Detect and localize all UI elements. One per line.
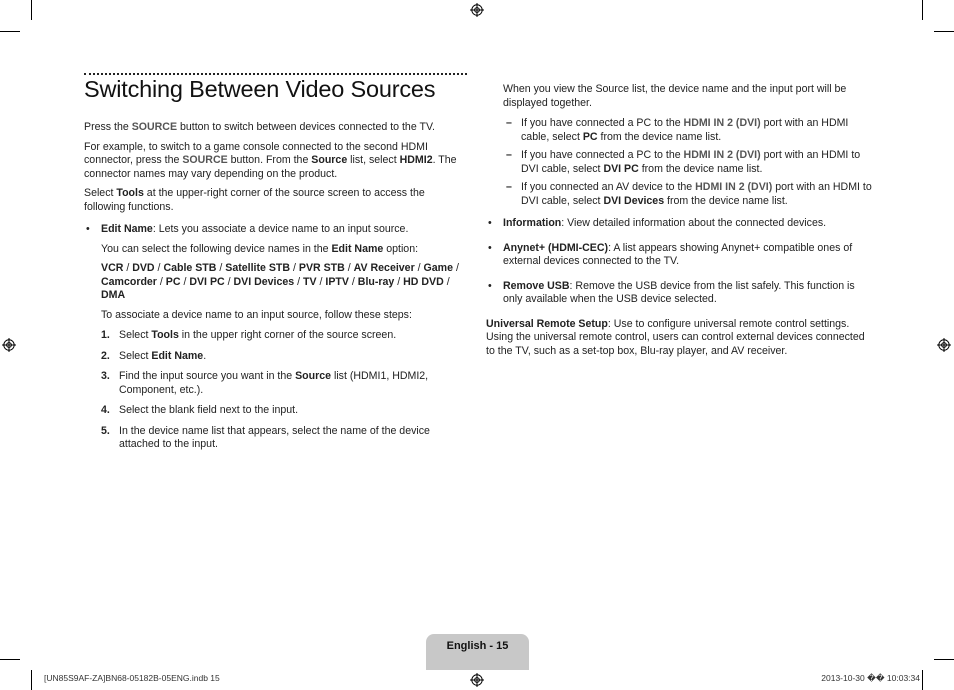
list-item: • Anynet+ (HDMI-CEC): A list appears showing Anynet+ compatible ones of external devices connected to the TV.: [488, 241, 853, 267]
device-name: PC: [165, 275, 181, 288]
dash-mark: –: [506, 181, 512, 193]
crop-mark: [934, 31, 954, 32]
separator: /: [224, 275, 234, 288]
crop-mark: [0, 659, 20, 660]
step-number: 4.: [101, 404, 110, 416]
separator: /: [443, 275, 450, 288]
registration-mark-icon: [937, 338, 951, 352]
separator: /: [180, 275, 190, 288]
device-name: DVI Devices: [233, 275, 295, 288]
device-name: Game: [423, 262, 453, 274]
separator: /: [156, 275, 166, 288]
step-item: 1. Select Tools in the upper right corner of the source screen.: [101, 329, 397, 341]
page-number-tab: [426, 634, 529, 670]
paragraph: You can select the following device names in the Edit Name option:: [101, 242, 419, 255]
registration-mark-icon: [470, 673, 484, 687]
step-number: 5.: [101, 424, 110, 437]
device-name: DMA: [101, 289, 126, 301]
paragraph: For example, to switch to a game console connected to the second HDMI connector, press the SOURCE button. From the Source list, select HDMI2. The connector names may vary depending on the product.: [84, 140, 457, 180]
registration-mark-icon: [2, 338, 16, 352]
port-label: HDMI IN 2 (DVI): [683, 149, 761, 161]
step-number: 2.: [101, 349, 110, 362]
separator: /: [154, 262, 164, 274]
dash-item: – If you connected an AV device to the HDMI IN 2 (DVI) port with an HDMI to DVI cable, select DVI Devices from the device name list.: [506, 181, 872, 207]
device-name: AV Receiver: [353, 262, 415, 274]
page-title: Switching Between Video Sources: [84, 76, 436, 102]
dash-list: [486, 117, 872, 208]
paragraph: When you view the Source list, the device name and the input port will be displayed together.: [503, 83, 847, 109]
port-label: HDMI IN 2 (DVI): [695, 181, 773, 193]
separator: /: [394, 275, 404, 288]
page-number: English - 15: [446, 640, 509, 652]
dash-item: – If you have connected a PC to the HDMI IN 2 (DVI) port with an HDMI cable, select PC from the device name list.: [506, 117, 849, 143]
right-column: [486, 83, 872, 358]
device-name: DVD: [132, 262, 155, 274]
bullet-mark: •: [488, 217, 492, 229]
device-name: PVR STB: [298, 262, 345, 274]
separator: /: [123, 262, 133, 274]
footer-file-info: [UN85S9AF-ZA]BN68-05182B-05ENG.indb 15: [44, 673, 220, 683]
separator: /: [216, 262, 226, 274]
step-item: 2. Select Edit Name.: [101, 349, 207, 362]
separator: /: [344, 262, 354, 274]
bullet-mark: •: [488, 279, 492, 292]
port-label: HDMI IN 2 (DVI): [683, 117, 761, 129]
dash-item: – If you have connected a PC to the HDMI IN 2 (DVI) port with an HDMI to DVI cable, select DVI PC from the device name list.: [506, 149, 861, 175]
footer-timestamp: 2013-10-30 �� 10:03:34: [821, 673, 920, 683]
device-option: PC: [582, 130, 598, 143]
separator: /: [316, 275, 326, 288]
crop-mark: [922, 670, 923, 690]
crop-mark: [31, 0, 32, 20]
crop-mark: [934, 659, 954, 660]
paragraph: To associate a device name to an input source, follow these steps:: [101, 308, 412, 321]
device-name: IPTV: [325, 275, 349, 288]
device-name: Satellite STB: [225, 262, 291, 274]
separator: /: [414, 262, 424, 274]
paragraph: Select Tools at the upper-right corner of the source screen to access the following functions.: [84, 187, 425, 213]
bullet-list: [486, 217, 872, 307]
device-name: VCR: [101, 262, 124, 274]
step-number: 3.: [101, 370, 110, 382]
heading-rule: [84, 73, 467, 75]
device-name-list: [101, 262, 464, 303]
step-item: 5. In the device name list that appears, select the name of the device attached to the input.: [101, 424, 430, 450]
separator: /: [290, 262, 299, 274]
device-name: Blu-ray: [357, 275, 395, 288]
crop-mark: [0, 31, 20, 32]
registration-mark-icon: [470, 3, 484, 17]
separator: /: [348, 275, 358, 288]
device-option: DVI Devices: [603, 194, 665, 207]
device-name: DVI PC: [189, 275, 225, 288]
list-item: • Remove USB: Remove the USB device from the list safely. This function is only available when the USB device selected.: [488, 279, 855, 305]
paragraph: Universal Remote Setup: Use to configure universal remote control settings. Using the universal remote control, users can control external devices connected to the TV, such as a set-top box, Blu-ray player, and AV receiver.: [486, 317, 865, 357]
left-column: [84, 121, 464, 459]
separator: /: [453, 262, 459, 274]
device-name: Camcorder: [101, 275, 157, 288]
device-option: DVI PC: [603, 162, 639, 175]
source-button-label: SOURCE: [131, 121, 178, 133]
dash-mark: –: [506, 149, 512, 161]
list-item: • Information: View detailed information about the connected devices.: [488, 217, 827, 229]
step-number: 1.: [101, 329, 110, 341]
crop-mark: [31, 670, 32, 690]
step-item: 3. Find the input source you want in the Source list (HDMI1, HDMI2, Component, etc.).: [101, 370, 429, 396]
list-item: • Edit Name: Lets you associate a device name to an input source.: [86, 223, 409, 235]
steps-list: [101, 329, 464, 452]
device-name: Cable STB: [163, 262, 217, 274]
step-item: 4. Select the blank field next to the input.: [101, 404, 299, 416]
dash-mark: –: [506, 117, 512, 129]
bullet-mark: •: [488, 241, 492, 254]
device-name: HD DVD: [403, 275, 444, 288]
crop-mark: [922, 0, 923, 20]
paragraph: Press the SOURCE button to switch between devices connected to the TV.: [84, 121, 435, 133]
separator: /: [294, 275, 304, 288]
device-name: TV: [303, 275, 317, 288]
